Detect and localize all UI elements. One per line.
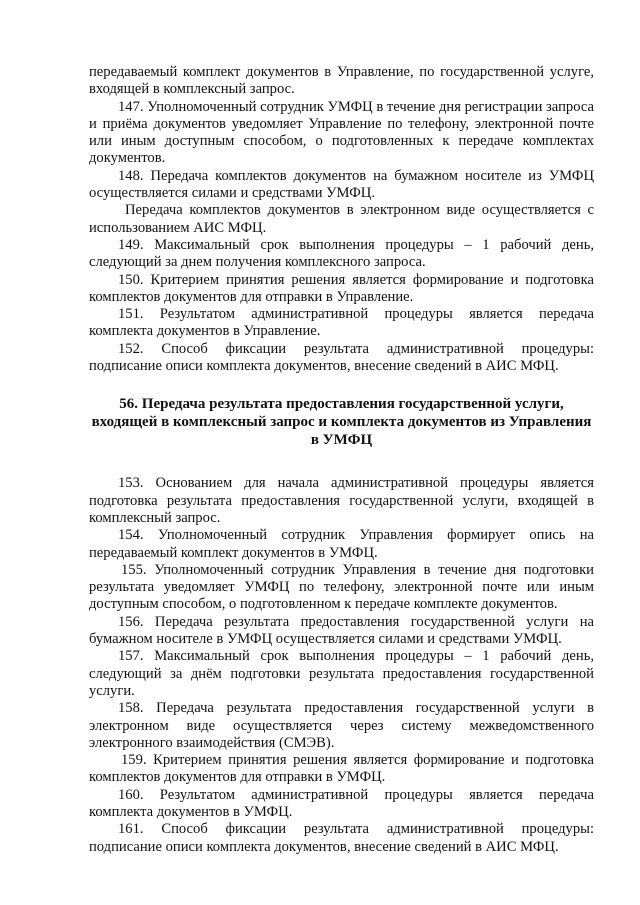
paragraph-153: 153. Основанием для начала административной процедуры является подготовка результата предоставления государственной услуги, входящей в комплексный запрос. (89, 475, 594, 526)
paragraph-154: 154. Уполномоченный сотрудник Управления формирует опись на передаваемый комплект документов в УМФЦ. (89, 527, 594, 561)
paragraph-160: 160. Результатом административной процедуры является передача комплекта документов в УМФЦ. (89, 786, 594, 820)
paragraph-148: 148. Передача комплектов документов на бумажном носителе из УМФЦ осуществляется силами и средствами УМФЦ. (89, 167, 594, 202)
paragraph-157: 157. Максимальный срок выполнения процедуры – 1 рабочий день, следующий за днём подготовки результата предоставления государственной услуги. (89, 648, 594, 699)
paragraph-158: 158. Передача результата предоставления государственной услуги в электронном виде осуществляется через систему межведомственного электронного взаимодействия (СМЭВ). (89, 700, 594, 751)
section-heading: 56. Передача результата предоставления государственной услуги, входящей в комплексный запрос и комплекта документов из Управления в УМФЦ (91, 396, 592, 449)
paragraph-161: 161. Способ фиксации результата административной процедуры: подписание описи комплекта документов, внесение сведений в АИС МФЦ. (89, 821, 594, 855)
paragraph-148-electronic: Передача комплектов документов в электронном виде осуществляется с использованием АИС МФЦ. (89, 202, 594, 236)
document-body (89, 64, 594, 856)
paragraph-continuation: передаваемый комплект документов в Управление, по государственной услуге, входящей в комплексный запрос. (89, 64, 594, 98)
paragraph-147: 147. Уполномоченный сотрудник УМФЦ в течение дня регистрации запроса и приёма документов уведомляет Управление по телефону, электронной почте или иным доступным способом, о подготовленных к передаче комплектах документов. (89, 98, 594, 167)
paragraph-155: 155. Уполномоченный сотрудник Управления в течение дня подготовки результата уведомляет УМФЦ по телефону, электронной почте или иным доступным способом, о подготовленном к передаче комплекте документов. (89, 561, 594, 613)
paragraph-159: 159. Критерием принятия решения является формирование и подготовка комплектов документов для отправки в УМФЦ. (89, 752, 594, 786)
paragraph-156: 156. Передача результата предоставления государственной услуги на бумажном носителе в УМФЦ осуществляется силами и средствами УМФЦ. (89, 613, 594, 648)
paragraph-149: 149. Максимальный срок выполнения процедуры – 1 рабочий день, следующий за днем получения комплексного запроса. (89, 236, 594, 271)
paragraph-150: 150. Критерием принятия решения является формирование и подготовка комплектов документов для отправки в Управление. (89, 271, 594, 305)
paragraph-151: 151. Результатом административной процедуры является передача комплекта документов в Управление. (89, 306, 594, 340)
paragraph-152: 152. Способ фиксации результата административной процедуры: подписание описи комплекта документов, внесение сведений в АИС МФЦ. (89, 340, 594, 375)
